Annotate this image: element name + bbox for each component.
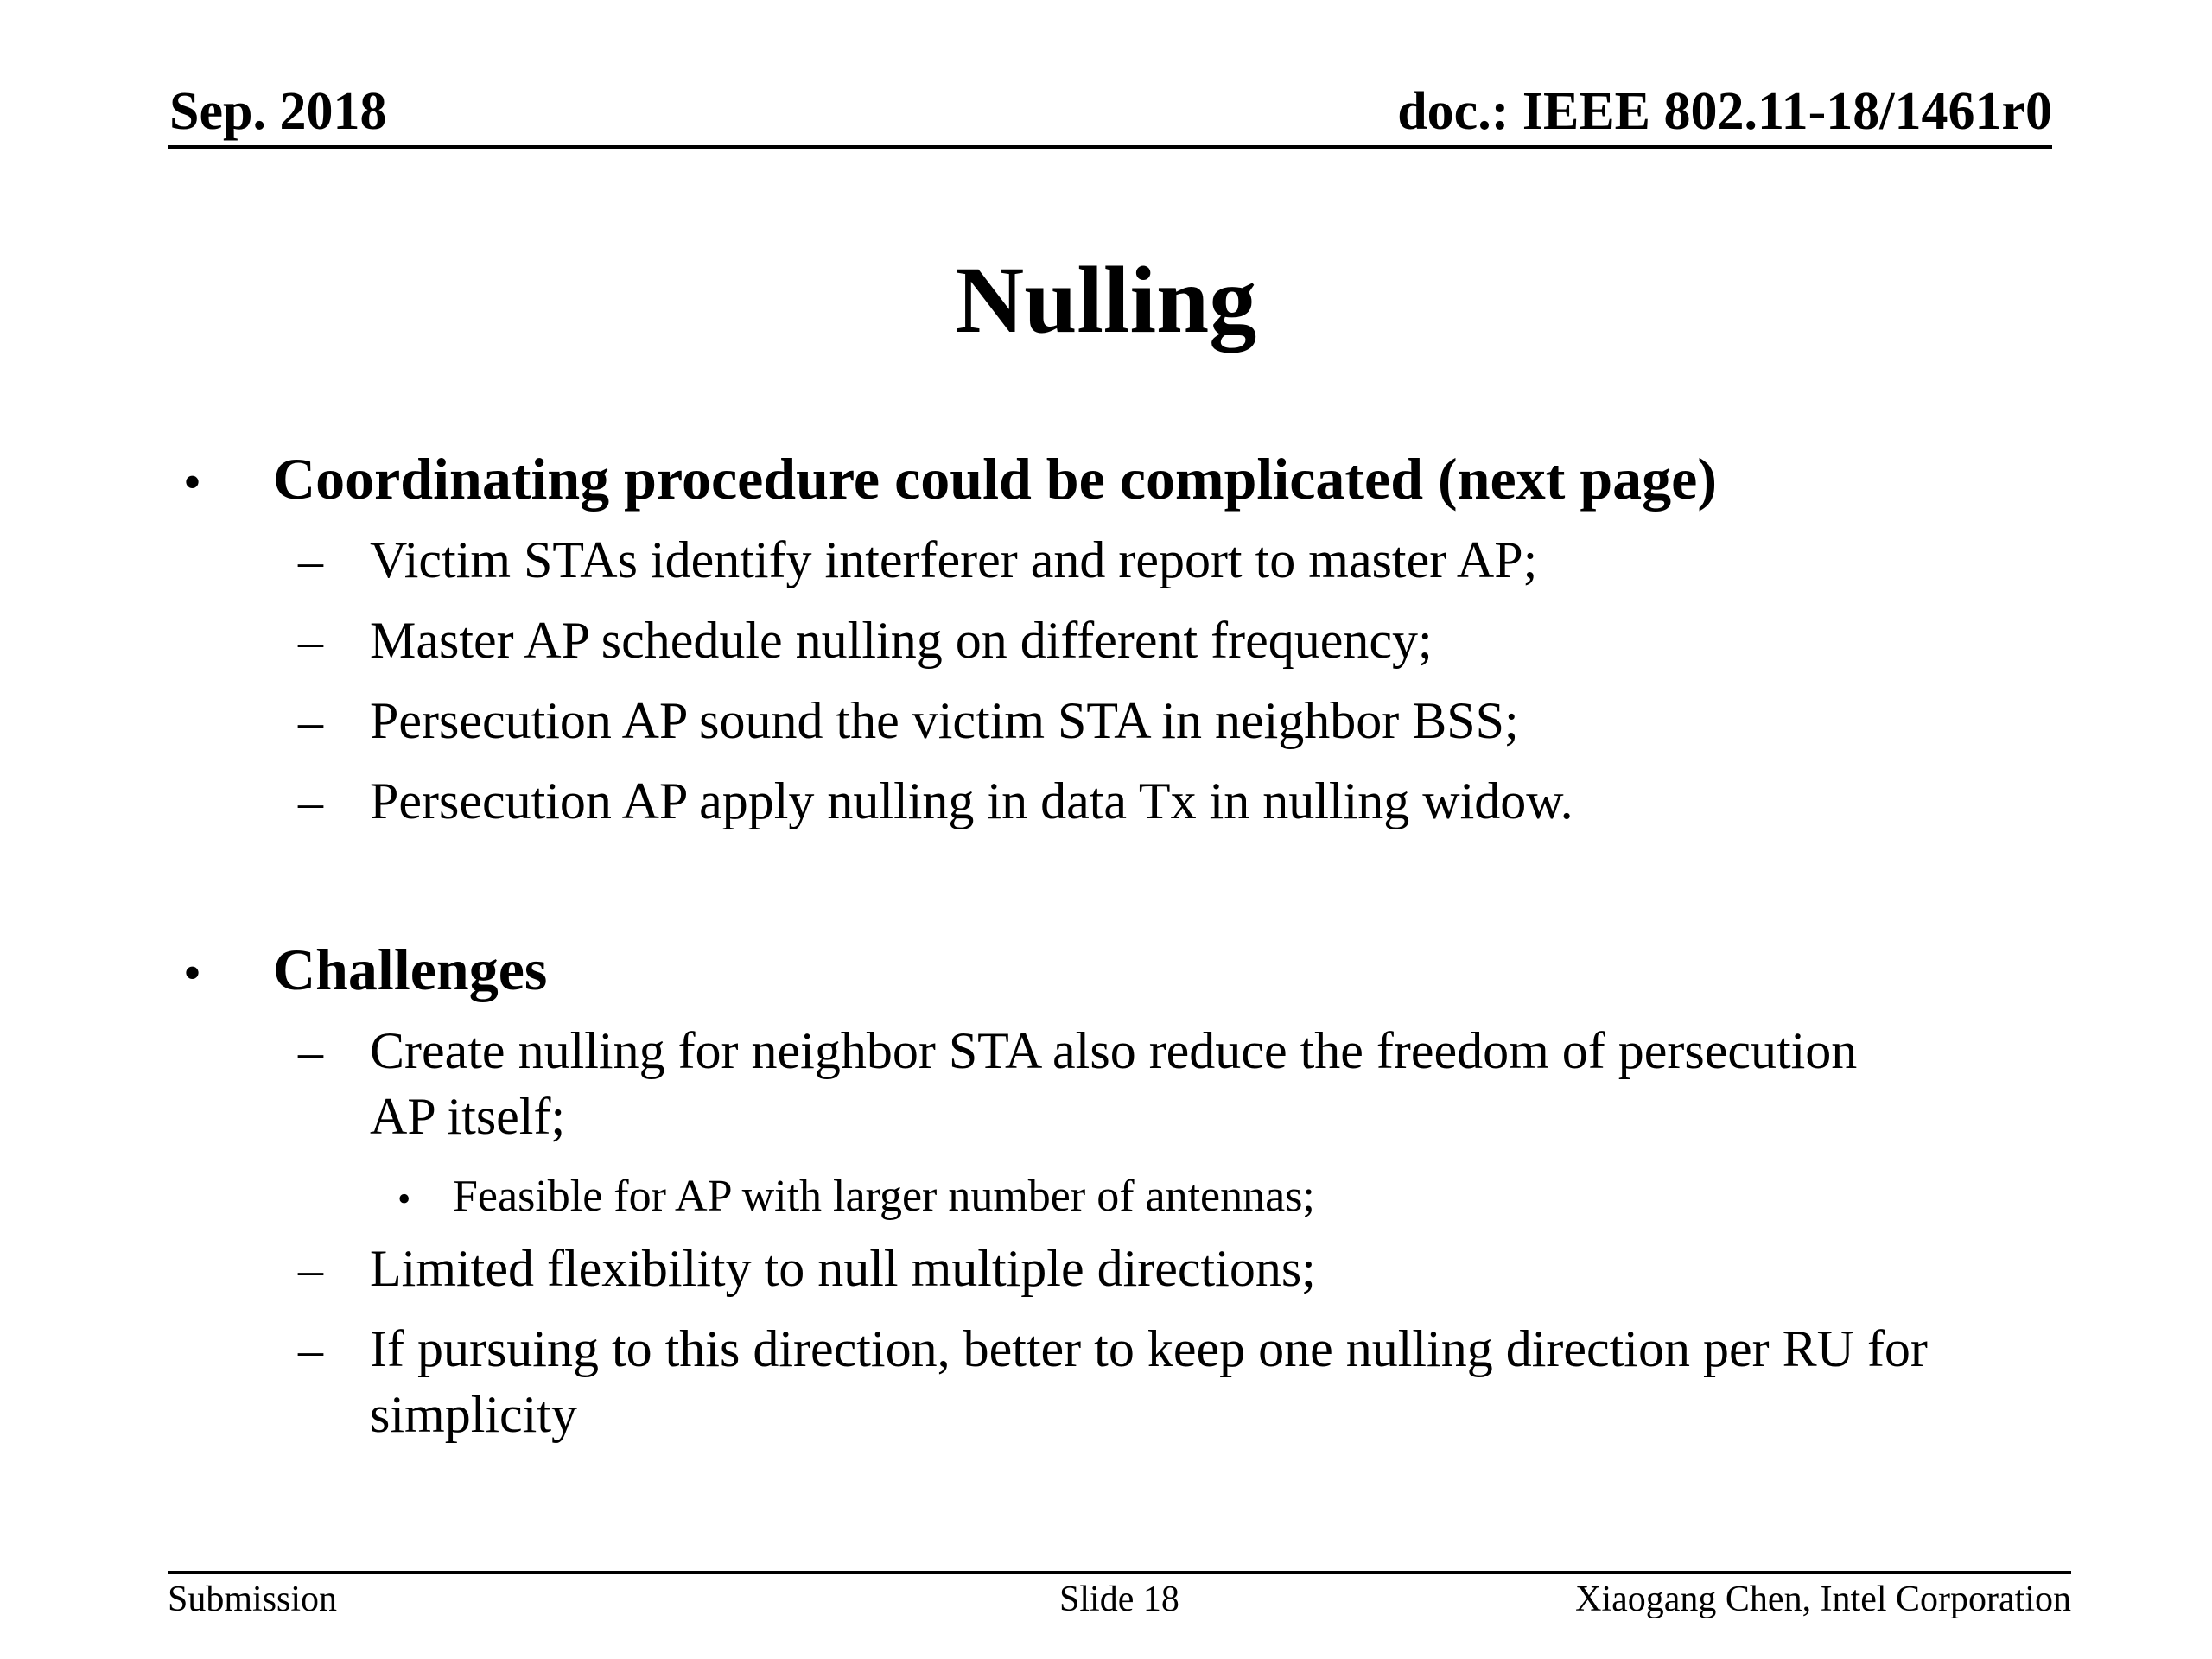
sub-list-item: Feasible for AP with larger number of antennas; bbox=[453, 1172, 1315, 1221]
footer-author: Xiaogang Chen, Intel Corporation bbox=[1575, 1580, 2071, 1619]
list-item: If pursuing to this direction, better to keep one nulling direction per RU for bbox=[370, 1320, 1928, 1377]
dash-icon: – bbox=[298, 613, 323, 669]
list-item: Create nulling for neighbor STA also reduce the freedom of persecution bbox=[370, 1022, 1858, 1079]
list-item: Limited flexibility to null multiple directions; bbox=[370, 1240, 1316, 1297]
dash-icon: – bbox=[298, 773, 323, 830]
dash-icon: – bbox=[298, 693, 323, 749]
header-doc-id: doc.: IEEE 802.11-18/1461r0 bbox=[1397, 82, 2052, 141]
footer-divider bbox=[168, 1571, 2071, 1574]
list-item: Master AP schedule nulling on different frequency; bbox=[370, 612, 1433, 669]
section-heading: Challenges bbox=[273, 937, 548, 1002]
list-item-continuation: AP itself; bbox=[370, 1088, 566, 1145]
sub-bullet-icon: • bbox=[397, 1178, 411, 1220]
dash-icon: – bbox=[298, 1321, 323, 1377]
footer-slide-number: Slide 18 bbox=[1059, 1580, 1179, 1619]
bullet-icon: • bbox=[183, 454, 202, 511]
footer-submission: Submission bbox=[168, 1580, 338, 1619]
list-item: Persecution AP apply nulling in data Tx in nulling widow. bbox=[370, 772, 1573, 830]
dash-icon: – bbox=[298, 1023, 323, 1079]
list-item-continuation: simplicity bbox=[370, 1386, 577, 1443]
slide-title: Nulling bbox=[955, 247, 1257, 353]
bullet-icon: • bbox=[183, 944, 202, 1001]
header-date: Sep. 2018 bbox=[169, 82, 387, 141]
section-heading: Coordinating procedure could be complicated (next page) bbox=[273, 446, 1717, 512]
list-item: Persecution AP sound the victim STA in neighbor BSS; bbox=[370, 692, 1519, 749]
dash-icon: – bbox=[298, 1241, 323, 1297]
list-item: Victim STAs identify interferer and report to master AP; bbox=[370, 531, 1538, 588]
dash-icon: – bbox=[298, 532, 323, 588]
